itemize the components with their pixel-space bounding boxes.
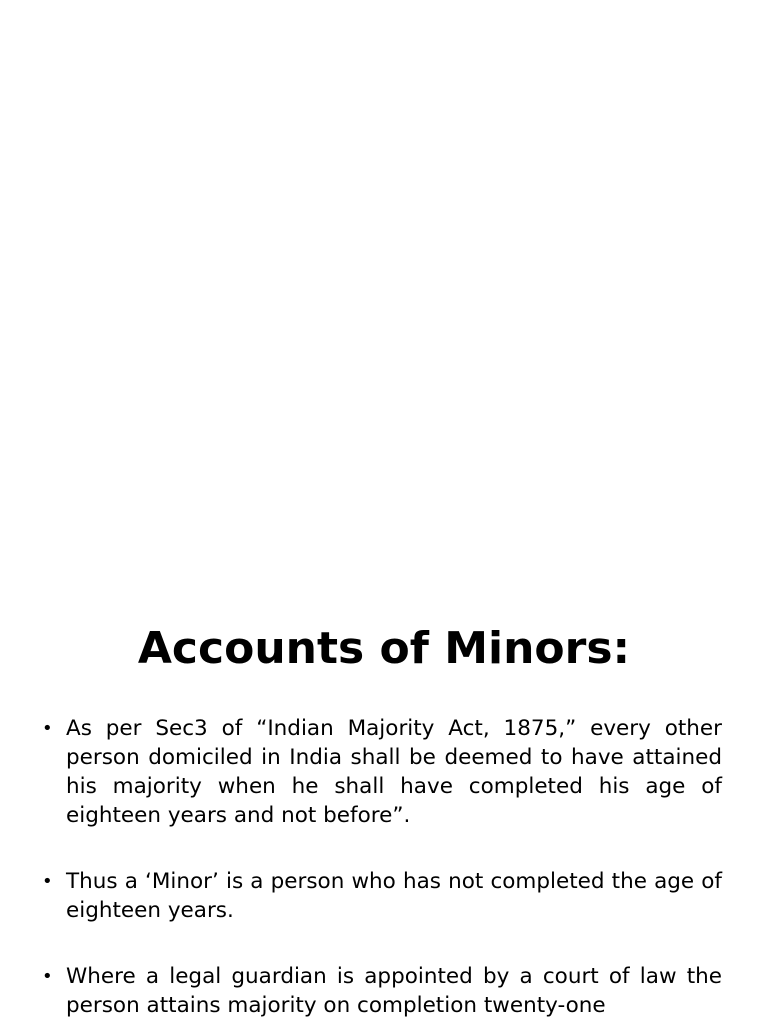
- bullet-list: [42, 714, 722, 1024]
- bullet-text: Thus a ‘Minor’ is a person who has not completed the age of eighteen years.: [66, 869, 722, 923]
- bullet-item: [42, 962, 722, 1020]
- bullet-dot-icon: •: [42, 966, 53, 987]
- bullet-dot-icon: •: [42, 871, 53, 892]
- bullet-item: [42, 714, 722, 830]
- bullet-dot-icon: •: [42, 718, 53, 739]
- bullet-text: Where a legal guardian is appointed by a court of law the person attains majority on completion twenty-one: [66, 964, 722, 1018]
- slide-title: Accounts of Minors:: [137, 623, 631, 674]
- bullet-item: [42, 867, 722, 925]
- bullet-text: As per Sec3 of “Indian Majority Act, 1875,” every other person domiciled in India shall be deemed to have attained his majority when he shall have completed his age of eighteen years and not before”.: [66, 716, 722, 828]
